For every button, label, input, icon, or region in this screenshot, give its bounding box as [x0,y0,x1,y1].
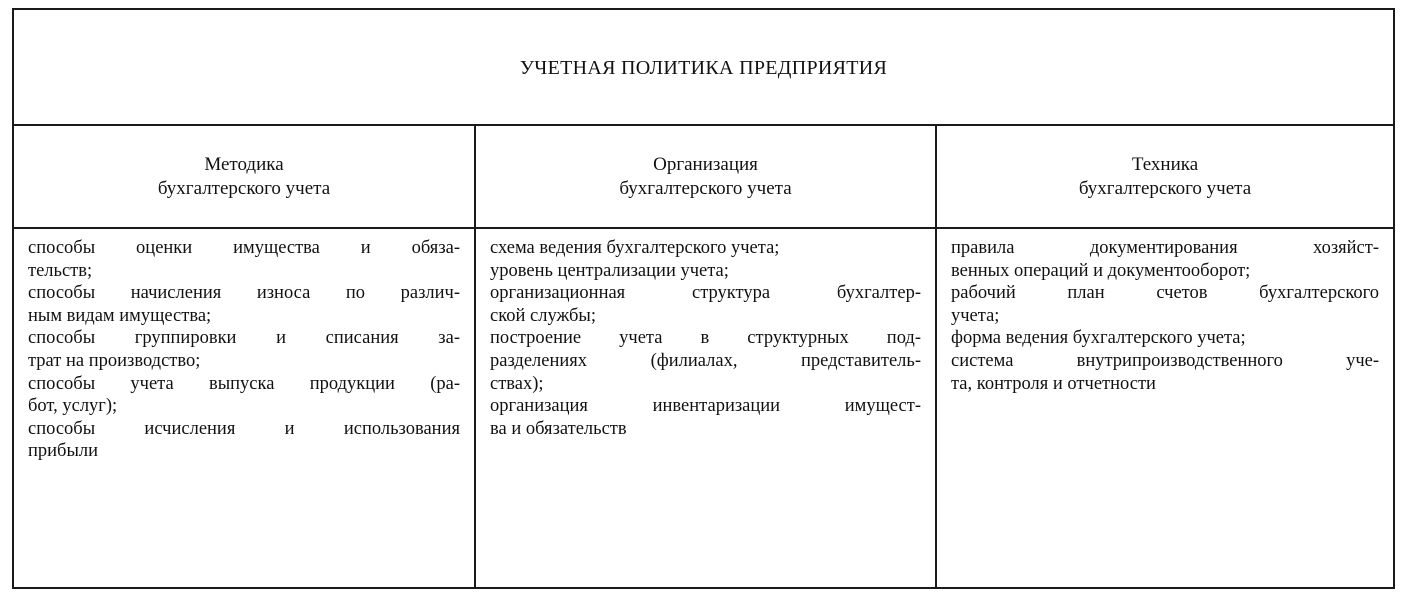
body-line: ской службы; [490,305,597,326]
body-line: способы исчисления и использования [28,418,460,439]
column-body-methodology [14,229,476,587]
body-line: способы начисления износа по различ- [28,283,460,304]
body-line: прибыли [28,441,99,462]
body-line: та, контроля и отчетности [951,373,1156,394]
column-heading-organization [476,126,937,229]
body-line: способы группировки и списания за- [28,328,460,349]
heading-line: бухгалтерского учета [157,177,331,199]
body-line: венных операций и документооборот; [951,260,1251,281]
body-line: схема ведения бухгалтерского учета; [490,238,780,258]
column-body-organization [476,229,937,587]
column-body-technique [937,229,1393,587]
heading-line: Организация [653,153,758,175]
column-heading-technique [937,126,1393,229]
body-line: уровень централизации учета; [490,260,729,281]
heading-line: бухгалтерского учета [619,177,792,199]
body-line: учета; [951,305,1000,326]
body-line: построение учета в структурных под- [490,328,921,349]
body-line: правила документирования хозяйст- [951,238,1379,258]
column-heading-methodology [14,126,476,229]
body-line: система внутрипроизводственного уче- [951,350,1379,371]
body-line: ва и обязательств [490,418,627,439]
heading-line: Техника [1131,153,1199,175]
body-line: рабочий план счетов бухгалтерского [951,283,1379,304]
body-line: тельств; [28,260,93,281]
table-title-row [14,10,1393,126]
body-line: способы учета выпуска продукции (ра- [28,373,460,394]
accounting-policy-table [12,8,1395,589]
body-line: бот, услуг); [28,396,118,417]
body-line: организационная структура бухгалтер- [490,283,921,304]
body-line: ствах); [490,373,544,394]
body-line: способы оценки имущества и обяза- [28,238,460,258]
heading-line: бухгалтерского учета [1078,177,1252,199]
table-title: УЧЕТНАЯ ПОЛИТИКА ПРЕДПРИЯТИЯ [519,56,888,79]
body-line: ным видам имущества; [28,305,212,326]
body-line: трат на производство; [28,350,201,371]
body-line: форма ведения бухгалтерского учета; [951,328,1246,349]
heading-line: Методика [204,153,284,175]
body-line: организация инвентаризации имущест- [490,396,921,417]
body-line: разделениях (филиалах, представитель- [490,350,921,371]
